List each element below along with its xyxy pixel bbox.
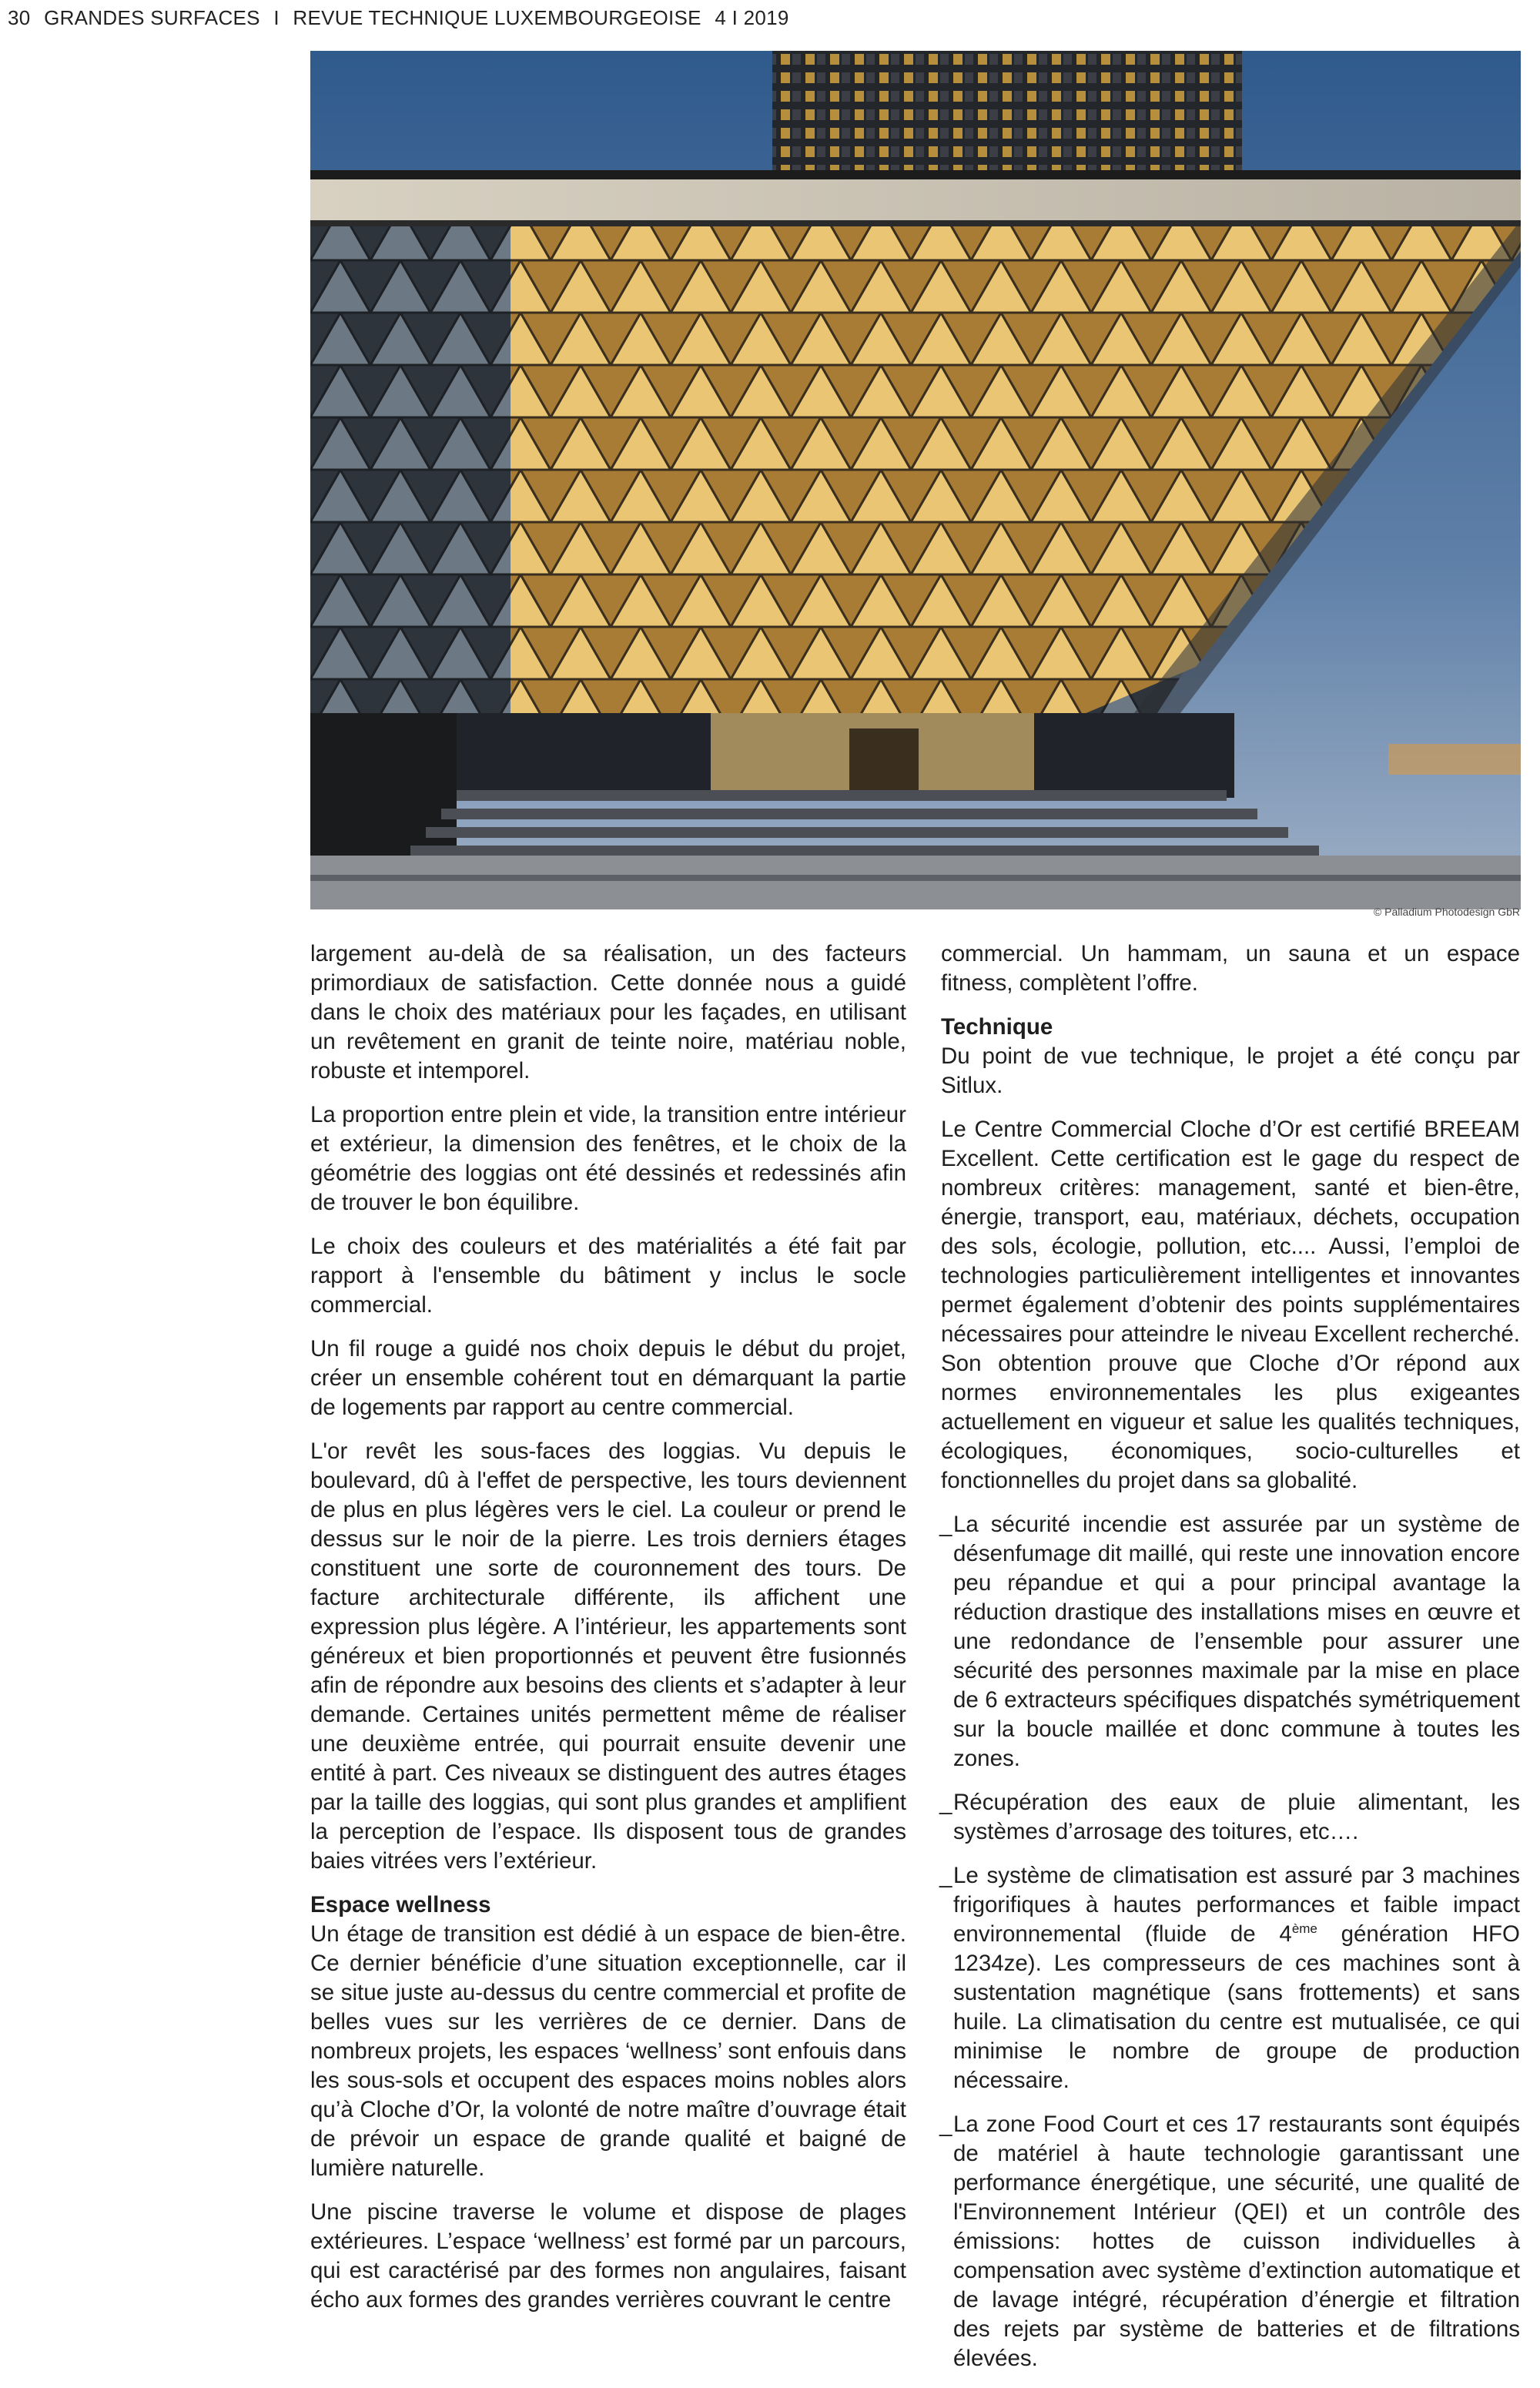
paragraph: Le choix des couleurs et des matérialités a été fait par rapport à l'ensemble du bâtiment y inclus le socle commercial.	[310, 1234, 906, 1318]
bullet-item	[941, 1510, 1520, 1773]
bullet-text: Récupération des eaux de pluie alimentant, les systèmes d’arrosage des toitures, etc….	[953, 1790, 1520, 1844]
bullet-text: La zone Food Court et ces 17 restaurants sont équipés de matériel à haute technologie garantissant une performance énergétique, une sécurité, une qualité de l'Environnement Intérieur (QEI) et un contrôle des émissions: hottes de cuisson individuelles à compensation avec système d’extinction automatique et de lavage intégré, récupération d’énergie et filtration des rejets par système de batteries et de filtrations élevées.	[953, 2112, 1520, 2371]
section-heading-technique: Technique	[941, 1014, 1053, 1040]
building-photo	[310, 51, 1521, 909]
section-title: GRANDES SURFACES	[44, 6, 260, 29]
paragraph: Un fil rouge a guidé nos choix depuis le début du projet, créer un ensemble cohérent tout en démarquant la partie de logements par rapport au centre commercial.	[310, 1336, 906, 1420]
paragraph: Une piscine traverse le volume et dispose de plages extérieures. L’espace ‘wellness’ est formé par un parcours, qui est caractérisé par des formes non angulaires, faisant écho aux formes des grandes verrières couvrant le centre	[310, 2199, 906, 2313]
paragraph: commercial. Un hammam, un sauna et un espace fitness, complètent l’offre.	[941, 941, 1520, 996]
bullet-marker: _	[939, 1512, 952, 1537]
paragraph: La proportion entre plein et vide, la transition entre intérieur et extérieur, la dimension des fenêtres, et le choix de la géométrie des loggias ont été dessinés et redessinés afin de trouver le bon équilibre.	[310, 1102, 906, 1215]
bullet-text: Le système de climatisation est assuré par 3 machines frigorifiques à hautes performances et faible impact environnemental (fluide de 4	[953, 1863, 1520, 1947]
bullet-item	[941, 2110, 1520, 2373]
paragraph: Du point de vue technique, le projet a été conçu par Sitlux.	[941, 1043, 1520, 1098]
running-header	[8, 6, 789, 30]
bullet-text: La sécurité incendie est assurée par un système de désenfumage dit maillé, qui reste une innovation encore peu répandue et qui a pour principal avantage la réduction drastique des installations mises en œuvre et une redondance de l’ensemble pour assurer une sécurité des personnes maximale par la mise en place de 6 extracteurs spécifiques dispatchés symétriquement sur la boucle maillée et donc commune à toutes les zones.	[953, 1512, 1520, 1771]
paragraph: Le Centre Commercial Cloche d’Or est certifié BREEAM Excellent. Cette certification est le gage du respect de nombreux critères: management, santé et bien-être, énergie, transport, eau, matériaux, déchets, occupation des sols, écologie, pollution, etc.... Aussi, l’emploi de technologies particulièrement intelligentes et innovantes permet également d’obtenir des points supplémentaires nécessaires pour atteindre le niveau Excellent recherché. Son obtention prouve que Cloche d’Or répond aux normes environnementales les plus exigeantes actuellement en vigueur et salue les qualités techniques, écologiques, économiques, socio-culturelles et fonctionnelles du projet dans sa globalité.	[941, 1117, 1520, 1493]
page-number: 30	[8, 6, 31, 29]
header-separator: I	[273, 6, 280, 29]
paragraph: Un étage de transition est dédié à un espace de bien-être. Ce dernier bénéficie d’une situation exceptionnelle, car il se situe juste au-dessus du centre commercial et profite de belles vues sur les verrières de ce dernier. Dans de nombreux projets, les espaces ‘wellness’ sont enfouis dans les sous-sols et occupent des espaces moins nobles alors qu’à Cloche d’Or, la volonté de notre maître d’ouvrage était de prévoir un espace de grande qualité et baigné de lumière naturelle.	[310, 1921, 906, 2181]
paragraph: L'or revêt les sous-faces des loggias. Vu depuis le boulevard, dû à l'effet de perspective, les tours deviennent de plus en plus légères vers le ciel. La couleur or prend le dessus sur le noir de la pierre. Les trois derniers étages constituent une sorte de couronnement des tours. De facture architecturale différente, ils affichent une expression plus légère. A l’intérieur, les appartements sont généreux et bien proportionnés et peuvent être fusionnés afin de répondre aux besoins des clients et s’adapter à leur demande. Certaines unités permettent même de réaliser une deuxième entrée, qui pourrait ensuite devenir une entité à part. Ces niveaux se distinguent des autres étages par la taille des loggias, qui sont plus grandes et amplifient la perception de l’espace. Ils disposent tous de grandes baies vitrées vers l’extérieur.	[310, 1438, 906, 1874]
paragraph: largement au-delà de sa réalisation, un des facteurs primordiaux de satisfaction. Cette donnée nous a guidé dans le choix des matériaux pour les façades, en utilisant un revêtement en granit de teinte noire, matériau noble, robuste et intemporel.	[310, 941, 906, 1083]
bullet-item	[941, 1861, 1520, 2095]
section-heading-wellness: Espace wellness	[310, 1892, 491, 1917]
left-column	[310, 939, 906, 2329]
publication-title: REVUE TECHNIQUE LUXEMBOURGEOISE	[293, 6, 701, 29]
bullet-text: génération HFO 1234ze). Les compresseurs de ces machines sont à sustentation magnétique (sans frottements) et sans huile. La climatisation du centre est mutualisée, ce qui minimise le nombre de groupe de production nécessaire.	[953, 1921, 1520, 2093]
right-column	[941, 939, 1520, 2388]
bullet-marker: _	[939, 2112, 952, 2137]
bullet-marker: _	[939, 1790, 952, 1815]
bullet-item	[941, 1788, 1520, 1847]
issue-number: 4 I 2019	[715, 6, 789, 29]
photo-credit: © Palladium Photodesign GbR	[1373, 906, 1520, 918]
superscript: ème	[1291, 1921, 1317, 1937]
bullet-marker: _	[939, 1863, 952, 1888]
